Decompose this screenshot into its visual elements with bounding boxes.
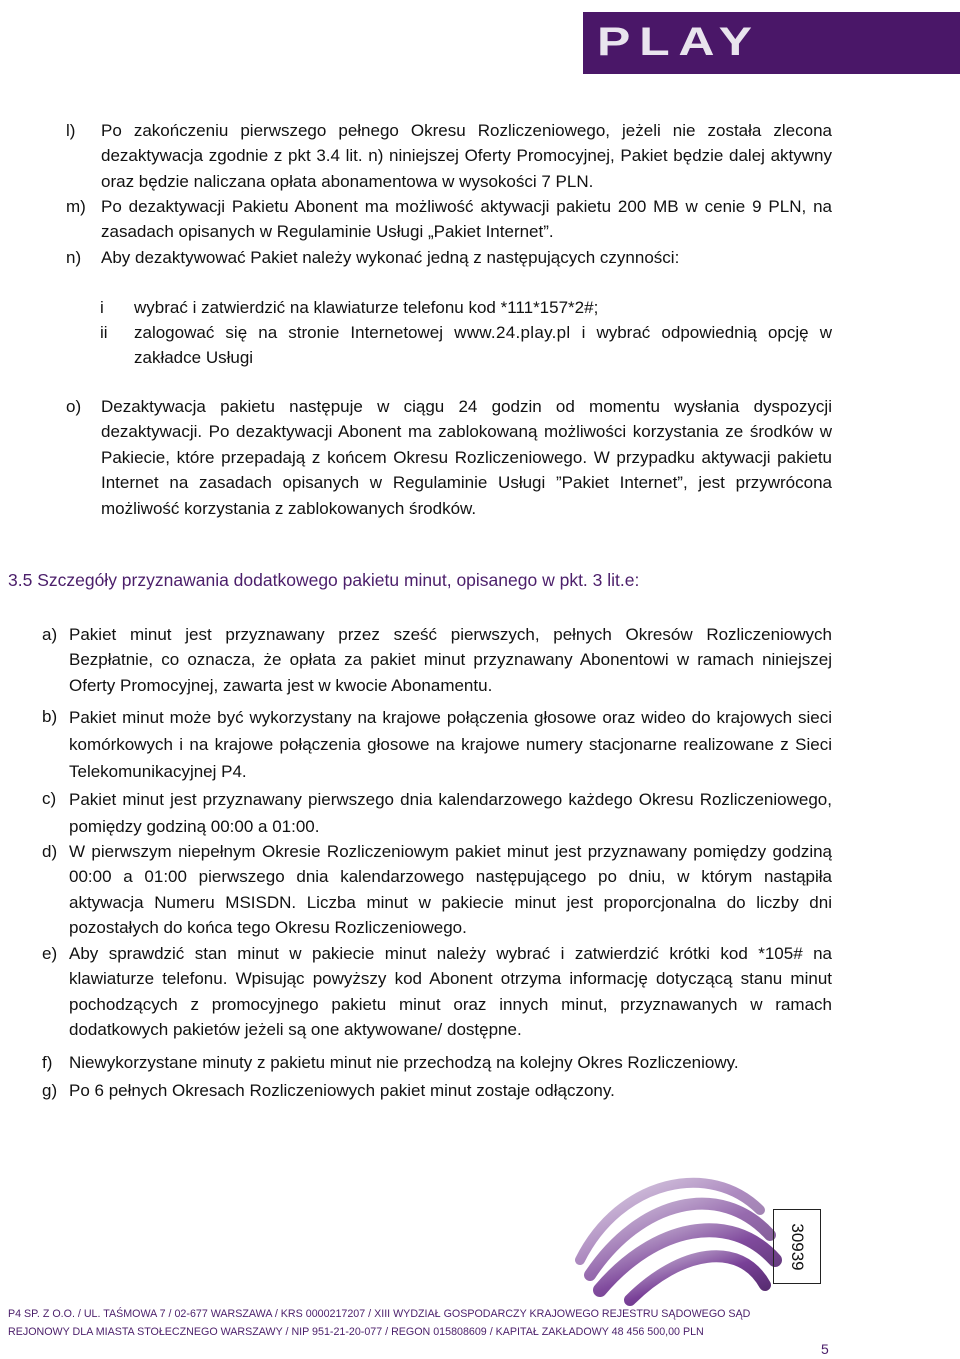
- list-item-text: Po 6 pełnych Okresach Rozliczeniowych pakiet minut zostaje odłączony.: [69, 1081, 615, 1100]
- list-marker: m): [66, 197, 86, 216]
- list-marker: n): [66, 248, 82, 267]
- list-marker: f): [42, 1053, 53, 1072]
- text-after-link: i wybrać odpowiednią opcję w zakładce Usługi: [134, 323, 832, 368]
- stamp-number: 30939: [788, 1222, 807, 1271]
- text-before-link: zalogować się na stronie Internetowej: [134, 323, 455, 342]
- logo-wordmark: PLAY: [597, 20, 761, 64]
- sublist-marker: ii: [100, 323, 108, 342]
- list-item-text: Pakiet minut jest przyznawany pierwszego dnia kalendarzowego każdego Okresu Rozliczeniowego, pomiędzy godziną 00:00 a 01:00.: [69, 790, 832, 836]
- list-item-text: Niewykorzystane minuty z pakietu minut nie przechodzą na kolejny Okres Rozliczeniowy.: [69, 1053, 739, 1072]
- list-marker: d): [42, 842, 58, 861]
- list-item-text: Aby sprawdzić stan minut w pakiecie minut należy wybrać i zatwierdzić krótki kod *105# na klawiaturze telefonu. Wpisując powyższy kod Abonent otrzyma informację dotyczącą stanu minut pochodzących z promocyjnego pakietu minut oraz innych minut, przyznawanych w ramach dodatkowych pakietów jeżeli są one aktywowane/ dostępne.: [69, 944, 832, 1040]
- list-item-text: Po zakończeniu pierwszego pełnego Okresu Rozliczeniowego, jeżeli nie została zlecona dezaktywacja zgodnie z pkt 3.4 lit. n) niniejszej Oferty Promocyjnej, Pakiet będzie dalej aktywny oraz będzie naliczana opłata abonamentowa w wysokości 7 PLN.: [101, 121, 832, 191]
- sublist-item-text: [134, 320, 832, 371]
- sublist-marker: i: [100, 298, 104, 317]
- list-marker: b): [42, 707, 58, 726]
- list-marker: c): [42, 789, 57, 808]
- list-item-text: Po dezaktywacji Pakietu Abonent ma możliwość aktywacji pakietu 200 MB w cenie 9 PLN, na zasadach opisanych w Regulaminie Usługi „Pakiet Internet”.: [101, 197, 832, 242]
- list-item-text: Aby dezaktywować Pakiet należy wykonać jedną z następujących czynności:: [101, 248, 680, 267]
- list-marker: a): [42, 625, 58, 644]
- section-heading: 3.5 Szczegóły przyznawania dodatkowego pakietu minut, opisanego w pkt. 3 lit.e:: [8, 570, 640, 590]
- list-item-text: Pakiet minut może być wykorzystany na krajowe połączenia głosowe oraz wideo do krajowych sieci komórkowych i na krajowe połączenia głosowe na krajowe numery stacjonarne realizowane z Sieci Telekomunikacyjnej P4.: [69, 708, 832, 781]
- footer-line-1: P4 SP. Z O.O. / UL. TAŚMOWA 7 / 02-677 WARSZAWA / KRS 0000217207 / XIII WYDZIAŁ GOSPODARCZY KRAJOWEGO REJESTRU SĄDOWEGO SĄD: [8, 1308, 751, 1320]
- list-item-text: Dezaktywacja pakietu następuje w ciągu 24 godzin od momentu wysłania dyspozycji dezaktywacji. Po dezaktywacji Abonent ma zablokowaną możliwości korzystania ze środków w Pakiecie, które przepadają z końcem Okresu Rozliczeniowego. W przypadku aktywacji pakietu Internet na zasadach opisanych w Regulaminie Usługi ”Pakiet Internet”, jest przywrócona możliwość korzystania z zablokowanych środków.: [101, 397, 832, 518]
- list-marker: o): [66, 397, 82, 416]
- page-number: 5: [821, 1341, 829, 1357]
- page-footer: [8, 1305, 750, 1341]
- list-marker: l): [66, 121, 76, 140]
- play-logo: [583, 12, 960, 74]
- list-marker: e): [42, 944, 58, 963]
- footer-line-2: REJONOWY DLA MIASTA STOŁECZNEGO WARSZAWY / NIP 951-21-20-077 / REGON 015808609 / KAPITAŁ ZAKŁADOWY 48 456 500,00 PLN: [8, 1326, 704, 1338]
- list-item-text: Pakiet minut jest przyznawany przez sześć pierwszych, pełnych Okresów Rozliczeniowych Bezpłatnie, co oznacza, że opłata za pakiet minut przyznawany Abonentowi w ramach niniejszej Oferty Promocyjnej, zawarta jest w kwocie Abonamentu.: [69, 625, 832, 695]
- list-item-text: W pierwszym niepełnym Okresie Rozliczeniowym pakiet minut jest przyznawany pomiędzy godziną 00:00 a 01:00 pierwszego dnia kalendarzowego następującego po dniu, w którym nastąpiła aktywacja Numeru MSISDN. Liczba minut w pakiecie minut jest proporcjonalna do liczby dni pozostałych do końca tego Okresu Rozliczeniowego.: [69, 842, 832, 938]
- website-link[interactable]: www.24.play.pl: [454, 323, 571, 342]
- sublist-item-text: wybrać i zatwierdzić na klawiaturze telefonu kod *111*157*2#;: [134, 298, 599, 317]
- document-stamp: [773, 1209, 821, 1284]
- list-marker: g): [42, 1081, 58, 1100]
